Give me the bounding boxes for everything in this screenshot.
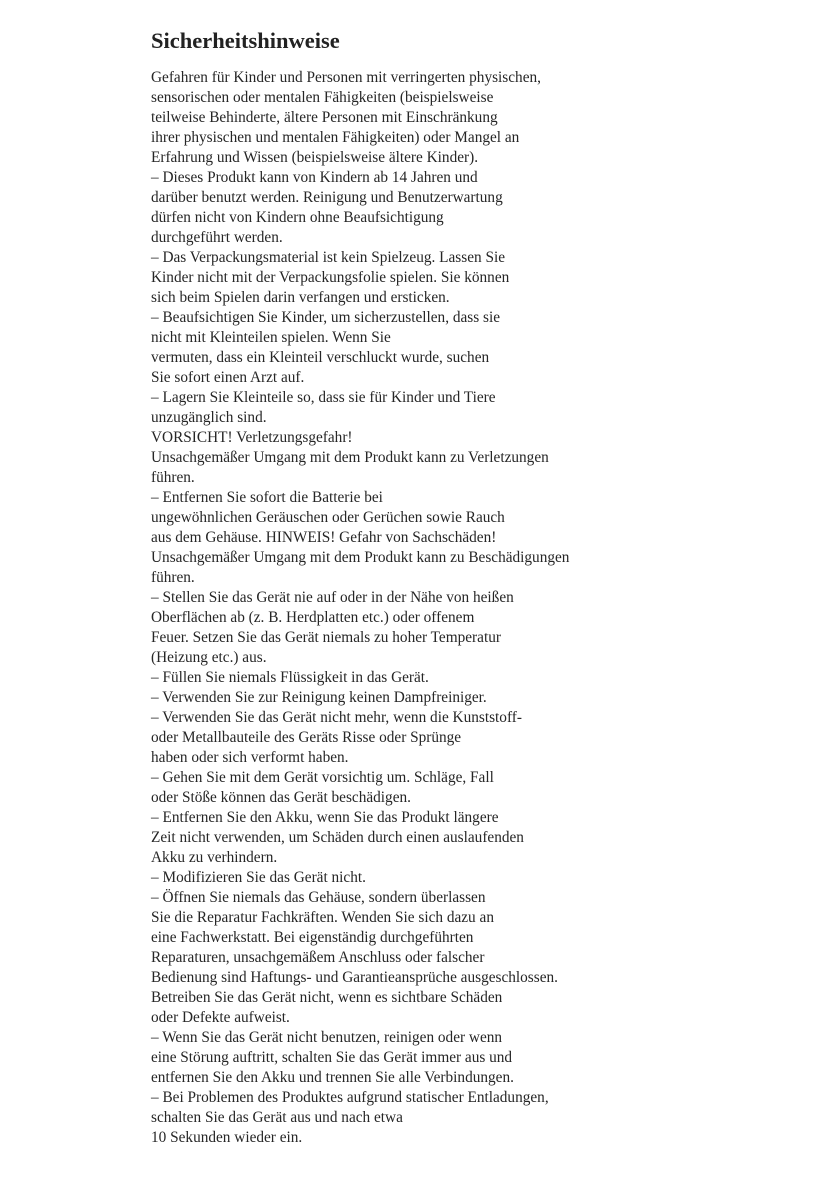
text-line: Reparaturen, unsachgemäßem Anschluss oder falscher: [151, 949, 485, 966]
text-line: Unsachgemäßer Umgang mit dem Produkt kann zu Verletzungen: [151, 449, 549, 466]
text-line: Gefahren für Kinder und Personen mit verringerten physischen,: [151, 69, 541, 86]
text-line: durchgeführt werden.: [151, 229, 283, 246]
text-line: – Modifizieren Sie das Gerät nicht.: [151, 869, 366, 886]
text-line: Zeit nicht verwenden, um Schäden durch einen auslaufenden: [151, 829, 524, 846]
text-line: teilweise Behinderte, ältere Personen mit Einschränkung: [151, 109, 498, 126]
text-line: – Dieses Produkt kann von Kindern ab 14 Jahren und: [151, 169, 478, 186]
text-line: Sie die Reparatur Fachkräften. Wenden Sie sich dazu an: [151, 909, 494, 926]
text-line: Bedienung sind Haftungs- und Garantieansprüche ausgeschlossen.: [151, 969, 558, 986]
text-line: – Lagern Sie Kleinteile so, dass sie für Kinder und Tiere: [151, 389, 496, 406]
text-line: – Bei Problemen des Produktes aufgrund statischer Entladungen,: [151, 1089, 549, 1106]
text-line: – Gehen Sie mit dem Gerät vorsichtig um. Schläge, Fall: [151, 769, 494, 786]
text-line: entfernen Sie den Akku und trennen Sie alle Verbindungen.: [151, 1069, 514, 1086]
safety-instructions-text: [151, 68, 831, 1148]
text-line: Oberflächen ab (z. B. Herdplatten etc.) oder offenem: [151, 609, 475, 626]
text-line: eine Störung auftritt, schalten Sie das Gerät immer aus und: [151, 1049, 513, 1066]
text-line: Feuer. Setzen Sie das Gerät niemals zu hoher Temperatur: [151, 629, 501, 646]
text-line: oder Defekte aufweist.: [151, 1009, 290, 1026]
text-line: Sie sofort einen Arzt auf.: [151, 369, 305, 386]
text-line: Kinder nicht mit der Verpackungsfolie spielen. Sie können: [151, 269, 510, 286]
text-line: sensorischen oder mentalen Fähigkeiten (beispielsweise: [151, 89, 494, 106]
text-line: – Öffnen Sie niemals das Gehäuse, sondern überlassen: [151, 889, 486, 906]
document-page: [151, 27, 831, 1148]
text-line: oder Stöße können das Gerät beschädigen.: [151, 789, 411, 806]
text-line: nicht mit Kleinteilen spielen. Wenn Sie: [151, 329, 391, 346]
text-line: VORSICHT! Verletzungsgefahr!: [151, 429, 353, 446]
text-line: Erfahrung und Wissen (beispielsweise ältere Kinder).: [151, 149, 479, 166]
text-line: ungewöhnlichen Geräuschen oder Gerüchen sowie Rauch: [151, 509, 505, 526]
text-line: führen.: [151, 469, 195, 486]
text-line: – Entfernen Sie den Akku, wenn Sie das Produkt längere: [151, 809, 499, 826]
text-line: schalten Sie das Gerät aus und nach etwa: [151, 1109, 403, 1126]
text-line: unzugänglich sind.: [151, 409, 267, 426]
text-line: oder Metallbauteile des Geräts Risse oder Sprünge: [151, 729, 462, 746]
text-line: – Beaufsichtigen Sie Kinder, um sicherzustellen, dass sie: [151, 309, 501, 326]
text-line: Unsachgemäßer Umgang mit dem Produkt kann zu Beschädigungen: [151, 549, 570, 566]
page-title: Sicherheitshinweise: [151, 28, 340, 53]
text-line: führen.: [151, 569, 195, 586]
text-line: darüber benutzt werden. Reinigung und Benutzerwartung: [151, 189, 503, 206]
text-line: – Verwenden Sie zur Reinigung keinen Dampfreiniger.: [151, 689, 487, 706]
text-line: eine Fachwerkstatt. Bei eigenständig durchgeführten: [151, 929, 474, 946]
text-line: 10 Sekunden wieder ein.: [151, 1129, 303, 1146]
text-line: ihrer physischen und mentalen Fähigkeiten) oder Mangel an: [151, 129, 520, 146]
text-line: – Verwenden Sie das Gerät nicht mehr, wenn die Kunststoff-: [151, 709, 522, 726]
text-line: vermuten, dass ein Kleinteil verschluckt wurde, suchen: [151, 349, 490, 366]
text-line: dürfen nicht von Kindern ohne Beaufsichtigung: [151, 209, 444, 226]
text-line: Akku zu verhindern.: [151, 849, 278, 866]
text-line: Betreiben Sie das Gerät nicht, wenn es sichtbare Schäden: [151, 989, 503, 1006]
text-line: haben oder sich verformt haben.: [151, 749, 349, 766]
text-line: – Wenn Sie das Gerät nicht benutzen, reinigen oder wenn: [151, 1029, 503, 1046]
text-line: – Füllen Sie niemals Flüssigkeit in das Gerät.: [151, 669, 429, 686]
text-line: aus dem Gehäuse. HINWEIS! Gefahr von Sachschäden!: [151, 529, 497, 546]
text-line: – Entfernen Sie sofort die Batterie bei: [151, 489, 383, 506]
text-line: (Heizung etc.) aus.: [151, 649, 267, 666]
text-line: – Das Verpackungsmaterial ist kein Spielzeug. Lassen Sie: [151, 249, 506, 266]
text-line: sich beim Spielen darin verfangen und ersticken.: [151, 289, 450, 306]
text-line: – Stellen Sie das Gerät nie auf oder in der Nähe von heißen: [151, 589, 514, 606]
